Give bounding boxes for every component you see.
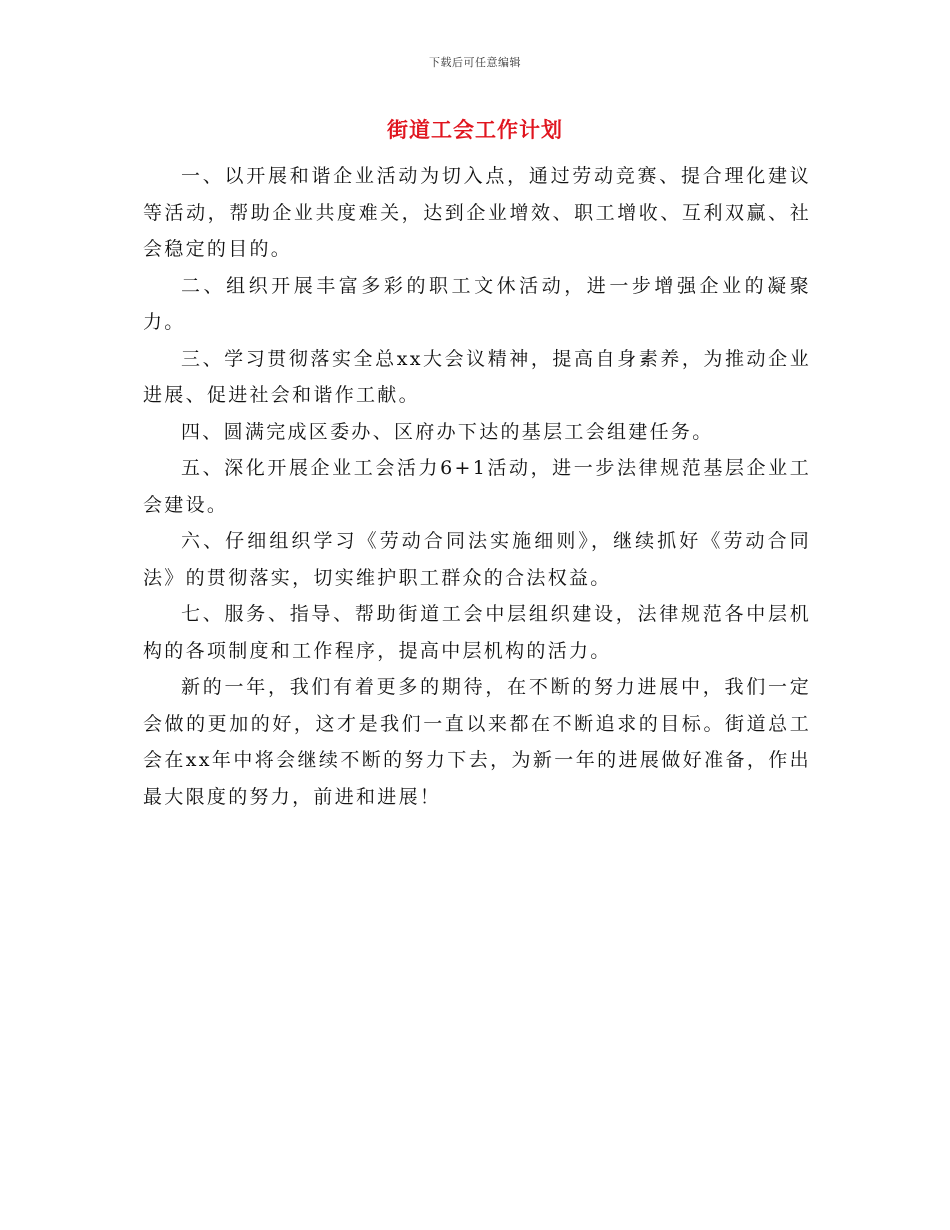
paragraph-6: 六、仔细组织学习《劳动合同法实施细则》，继续抓好《劳动合同法》的贯彻落实，切实维护职工群众的合法权益。	[143, 530, 811, 589]
paragraph-7: 七、服务、指导、帮助街道工会中层组织建设，法律规范各中层机构的各项制度和工作程序，提高中层机构的活力。	[143, 603, 811, 662]
header-note: 下载后可任意编辑	[429, 56, 521, 69]
paragraph-5: 五、深化开展企业工会活力6+1活动，进一步法律规范基层企业工会建设。	[143, 457, 811, 516]
document-body	[143, 158, 811, 815]
paragraph-2: 二、组织开展丰富多彩的职工文休活动，进一步增强企业的凝聚力。	[143, 274, 811, 333]
paragraph-4: 四、圆满完成区委办、区府办下达的基层工会组建任务。	[181, 420, 714, 443]
paragraph-3: 三、学习贯彻落实全总xx大会议精神，提高自身素养，为推动企业进展、促进社会和谐作工献。	[143, 347, 811, 406]
page-title: 街道工会工作计划	[387, 117, 563, 142]
paragraph-8: 新的一年，我们有着更多的期待，在不断的努力进展中，我们一定会做的更加的好，这才是我们一直以来都在不断追求的目标。街道总工会在xx年中将会继续不断的努力下去，为新一年的进展做好准备，作出最大限度的努力，前进和进展！	[143, 676, 811, 808]
paragraph-1: 一、以开展和谐企业活动为切入点，通过劳动竞赛、提合理化建议等活动，帮助企业共度难关，达到企业增效、职工增收、互利双赢、社会稳定的目的。	[143, 165, 811, 260]
